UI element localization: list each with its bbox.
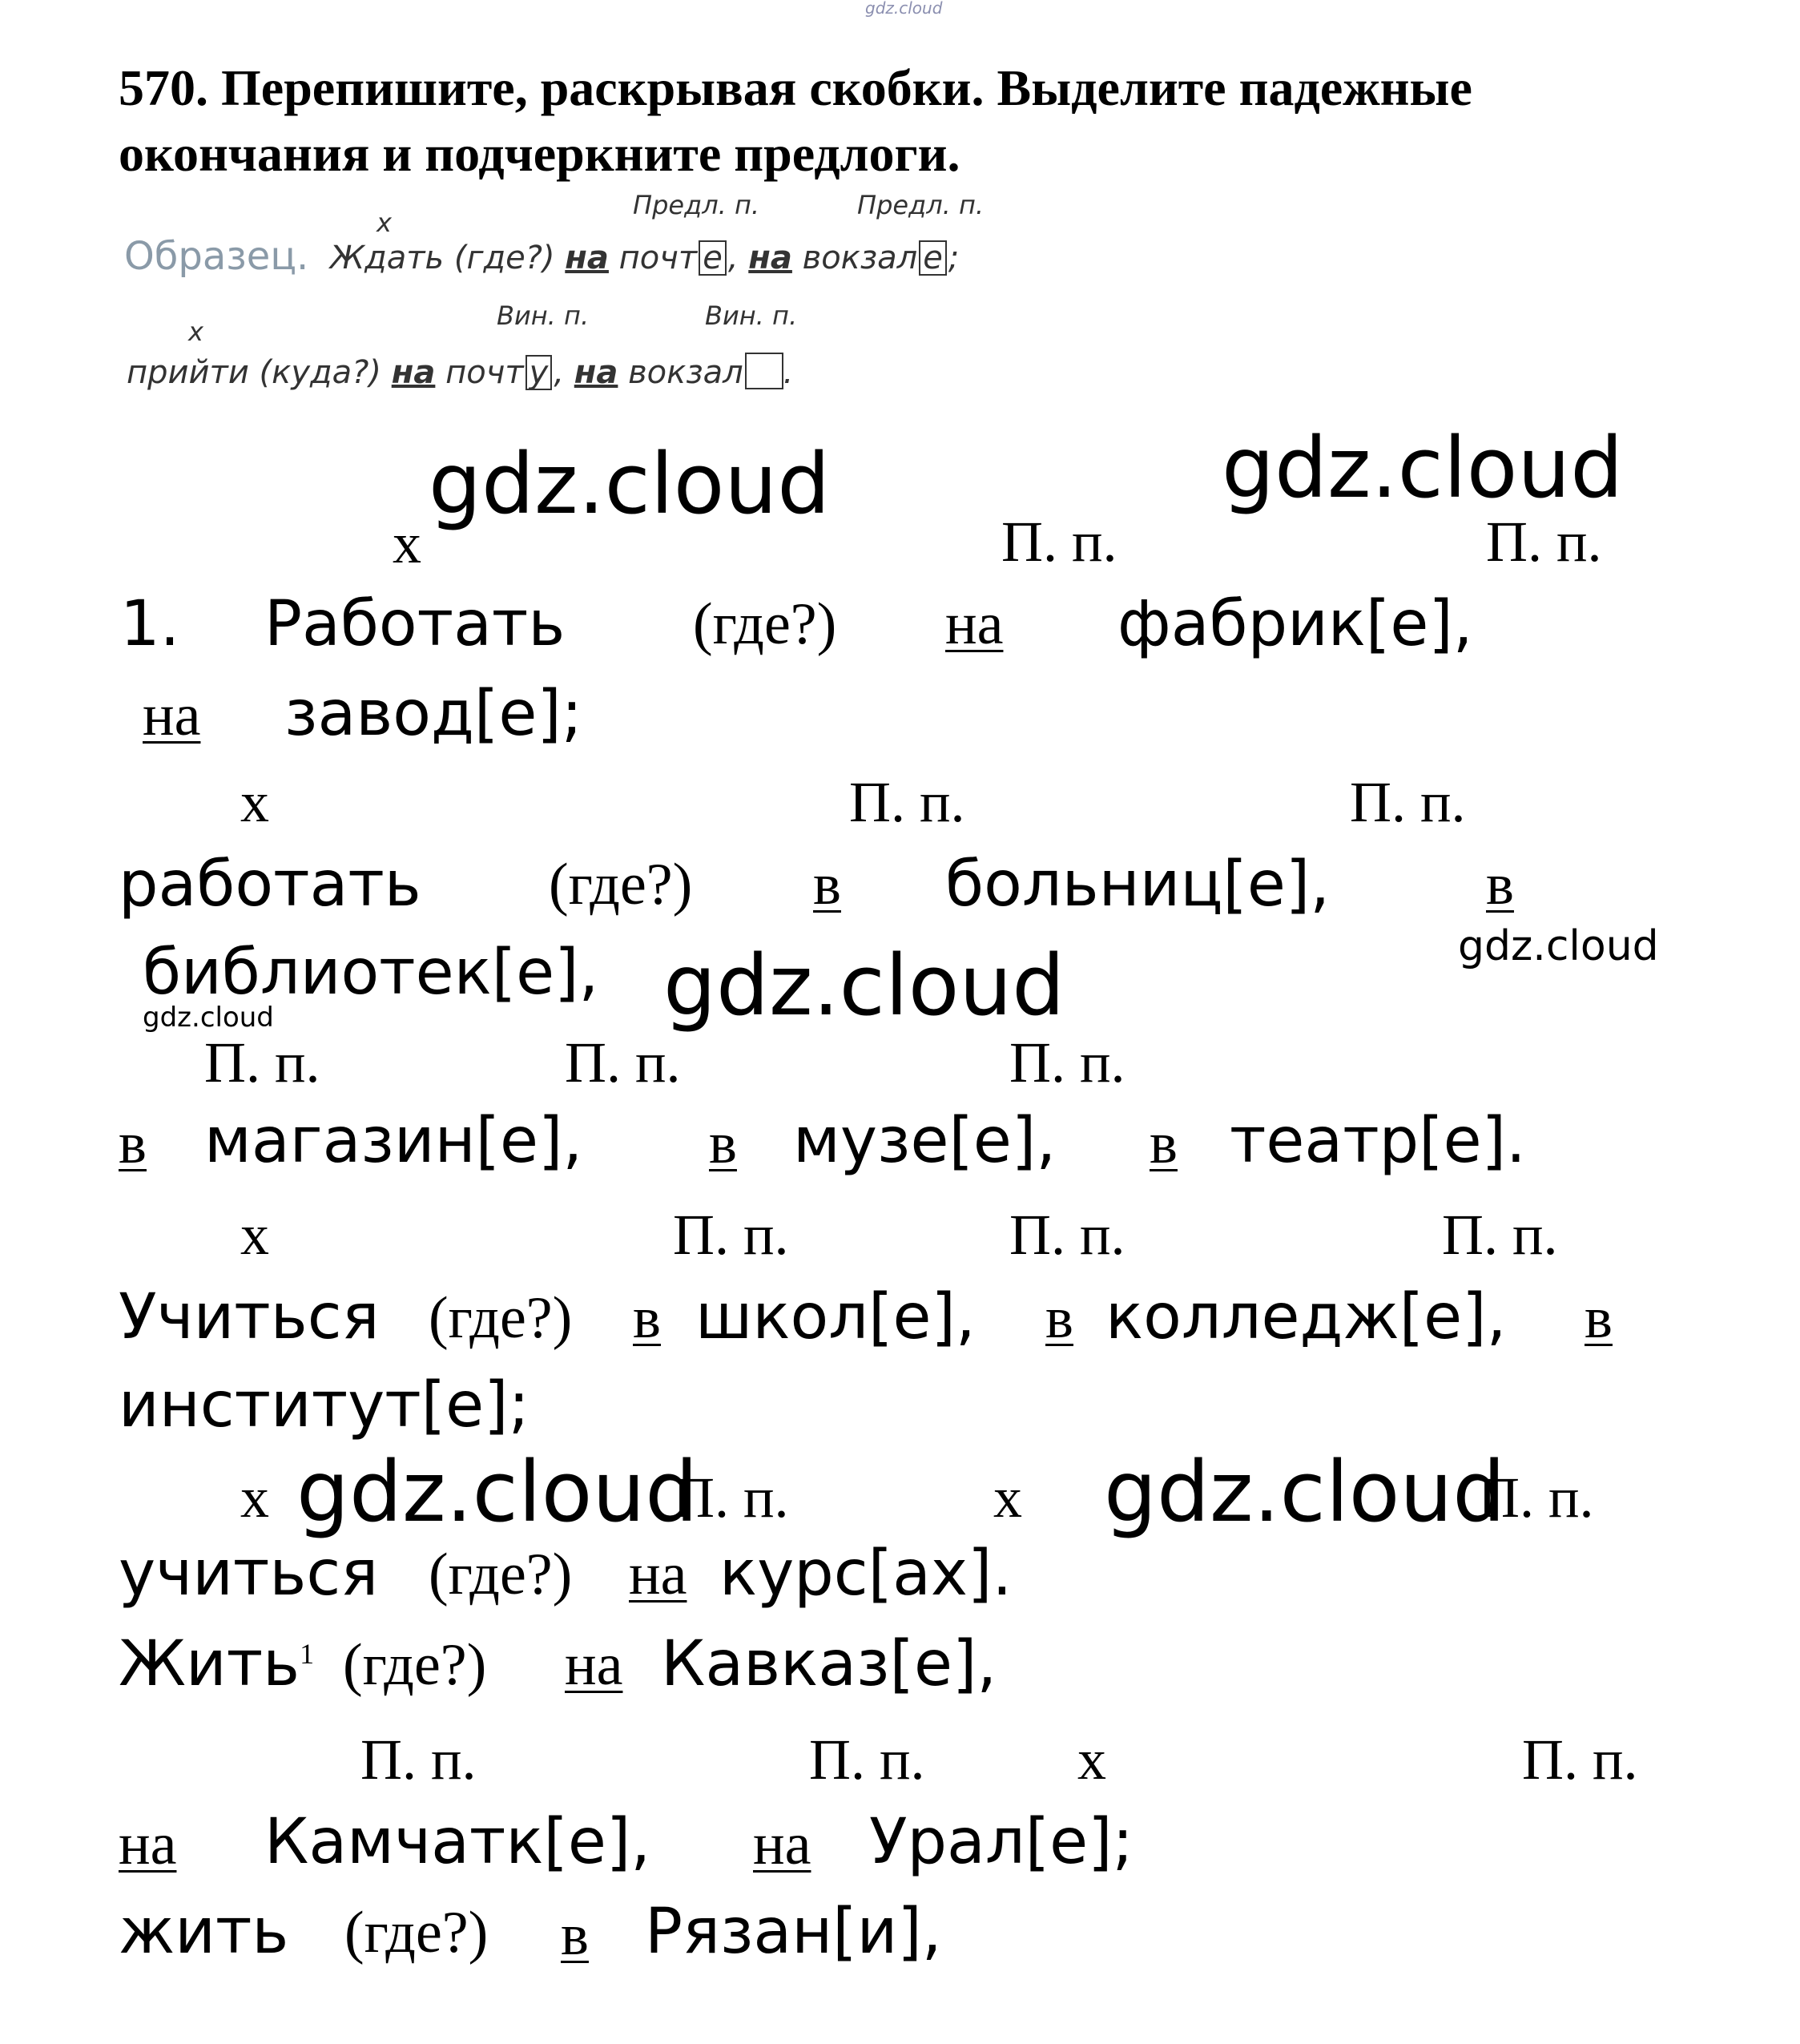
sample-ending-box: е <box>699 240 727 276</box>
item-number: 1. <box>120 588 180 660</box>
noun: Кавказ[е], <box>661 1628 997 1700</box>
case-mark: П. п. <box>1486 510 1602 574</box>
case-mark: П. п. <box>1522 1728 1638 1792</box>
case-mark: П. п. <box>204 1030 320 1095</box>
sample-punct: ; <box>948 240 960 276</box>
question: (где?) <box>693 591 837 657</box>
watermark: gdz.cloud <box>1104 1443 1506 1541</box>
sample-row-2 <box>127 353 793 390</box>
sample-word: вокзал <box>628 354 743 391</box>
case-mark: П. п. <box>1009 1203 1126 1267</box>
sample-preposition: на <box>391 354 436 391</box>
case-mark: П. п. <box>565 1030 681 1095</box>
sample-preposition: на <box>574 354 618 391</box>
noun: школ[е], <box>695 1281 976 1353</box>
sample-x-mark-2: x <box>188 316 203 347</box>
noun: театр[е]. <box>1230 1105 1526 1177</box>
sample-annotation-2: Предл. п. <box>857 190 985 220</box>
sample-x-mark-1: x <box>377 208 392 238</box>
task-line-2: окончания и подчеркните предлоги. <box>119 125 960 182</box>
case-mark: П. п. <box>1001 510 1117 574</box>
sample-preposition: на <box>748 240 792 276</box>
preposition: на <box>753 1812 811 1877</box>
noun: институт[е]; <box>119 1369 530 1441</box>
noun: больниц[е], <box>945 849 1331 921</box>
sample-ending-box: у <box>526 355 553 390</box>
preposition: в <box>119 1111 147 1176</box>
question: (где?) <box>344 1900 489 1965</box>
sample-verb: Ждать (где?) <box>330 240 555 276</box>
case-mark: П. п. <box>673 1203 789 1267</box>
sample-annotation-4: Вин. п. <box>705 300 798 331</box>
case-mark: П. п. <box>849 770 965 834</box>
noun: библиотек[е], <box>143 937 599 1009</box>
verb: жить <box>119 1896 289 1968</box>
verb <box>119 1628 315 1700</box>
preposition: в <box>1045 1285 1073 1351</box>
noun: Камчатк[е], <box>264 1806 651 1878</box>
preposition: в <box>813 852 841 917</box>
watermark: gdz.cloud <box>296 1443 699 1541</box>
case-mark: П. п. <box>360 1728 477 1792</box>
x-mark: x <box>240 1203 269 1267</box>
case-mark: П. п. <box>809 1728 925 1792</box>
sample-comma: , <box>727 240 739 276</box>
noun: фабрик[е], <box>1117 588 1473 660</box>
watermark: gdz.cloud <box>1458 922 1659 970</box>
preposition: в <box>633 1285 661 1351</box>
preposition: на <box>143 683 201 748</box>
sample-preposition: на <box>565 240 609 276</box>
footnote-mark: 1 <box>300 1638 315 1670</box>
case-mark: П. п. <box>1350 770 1466 834</box>
case-mark: П. п. <box>1442 1203 1558 1267</box>
task-line-1: 570. Перепишите, раскрывая скобки. Выделите падежные <box>119 59 1472 116</box>
x-mark: x <box>240 1465 269 1530</box>
preposition: на <box>119 1812 177 1877</box>
sample-ending-box: е <box>919 240 947 276</box>
sample-punct: . <box>783 354 794 391</box>
sample-annotation-3: Вин. п. <box>497 300 590 331</box>
sample-empty-box <box>745 353 783 389</box>
preposition: на <box>945 591 1004 657</box>
x-mark: x <box>240 770 269 834</box>
x-mark: x <box>393 511 421 575</box>
x-mark: x <box>1077 1728 1106 1792</box>
sample-word: вокзал <box>802 240 918 276</box>
sample-verb: прийти (куда?) <box>127 354 381 391</box>
noun: Урал[е]; <box>869 1806 1134 1878</box>
noun: магазин[е], <box>204 1105 583 1177</box>
x-mark: x <box>993 1465 1022 1530</box>
sample-row-1 <box>330 240 959 276</box>
sample-annotation-1: Предл. п. <box>633 190 760 220</box>
verb-text: Жить <box>119 1628 300 1700</box>
verb: Учиться <box>119 1281 380 1353</box>
preposition: на <box>565 1632 623 1698</box>
watermark: gdz.cloud <box>143 1002 274 1034</box>
watermark: gdz.cloud <box>1222 419 1624 517</box>
verb: работать <box>119 849 421 921</box>
preposition: на <box>629 1542 687 1607</box>
noun: Рязан[и], <box>645 1896 942 1968</box>
case-mark: П. п. <box>673 1465 789 1530</box>
verb: Работать <box>264 588 566 660</box>
case-mark: П. п. <box>1009 1030 1126 1095</box>
question: (где?) <box>343 1632 487 1698</box>
sample-comma: , <box>554 354 565 391</box>
verb: учиться <box>119 1538 379 1610</box>
watermark: gdz.cloud <box>429 435 831 533</box>
case-mark: П. п. <box>1478 1465 1594 1530</box>
noun: курс[ах]. <box>719 1538 1013 1610</box>
preposition: в <box>1486 852 1514 917</box>
top-watermark: gdz.cloud <box>865 0 943 18</box>
noun: колледж[е], <box>1105 1281 1507 1353</box>
preposition: в <box>709 1111 737 1176</box>
question: (где?) <box>549 852 693 917</box>
sample-word: почт <box>445 354 524 391</box>
preposition: в <box>561 1902 589 1968</box>
noun: музе[е], <box>793 1105 1057 1177</box>
question: (где?) <box>429 1285 573 1351</box>
preposition: в <box>1150 1111 1178 1176</box>
sample-word: почт <box>618 240 698 276</box>
sample-label: Образец. <box>124 234 309 279</box>
question: (где?) <box>429 1542 573 1607</box>
noun: завод[е]; <box>284 678 583 750</box>
preposition: в <box>1585 1285 1613 1351</box>
watermark: gdz.cloud <box>663 937 1065 1034</box>
